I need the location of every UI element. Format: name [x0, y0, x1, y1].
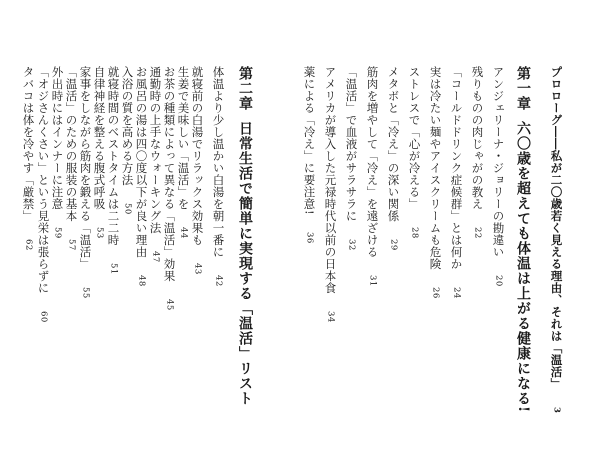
entry-title: ストレスで「心が冷える」 [407, 66, 422, 210]
toc-entry [471, 66, 483, 239]
page-number: 53 [94, 227, 105, 239]
toc-entry [65, 66, 77, 251]
entry-title: 薬による「冷え」に要注意! [302, 66, 317, 216]
entry-title: お茶の種類によって異なる「温活」効果 [162, 66, 177, 282]
toc-entry [429, 66, 441, 299]
entry-title: 筋肉を増やして「冷え」を遠ざける [365, 66, 380, 258]
chapter-1-heading [516, 66, 530, 413]
entry-title: 自律神経を整える腹式呼吸 [92, 66, 107, 210]
page-number: 51 [108, 263, 119, 275]
page-number: 32 [346, 239, 357, 251]
toc-entry [212, 66, 224, 287]
chapter-2-heading [238, 66, 252, 406]
page-number: 3 [551, 407, 562, 414]
page-number: 44 [178, 227, 189, 239]
page-number: 50 [122, 203, 133, 215]
page-number: 36 [304, 232, 315, 244]
toc-entry [51, 66, 63, 239]
toc-entry [107, 66, 119, 275]
page-number: 45 [164, 299, 175, 311]
page-number: 55 [80, 287, 91, 299]
toc-entry [191, 66, 203, 275]
entry-title: 就寝前の白湯でリラックス効果も [190, 66, 205, 246]
page-number: 60 [38, 311, 49, 323]
entry-title: アメリカが導入した元禄時代以前の日本食 [323, 66, 338, 294]
toc-entry [177, 66, 189, 239]
entry-title: メタボと「冷え」の深い関係 [386, 66, 401, 222]
page-number: 48 [136, 275, 147, 287]
toc-entry [345, 66, 357, 251]
entry-title: 「コールドドリンク症候群」とは何か [449, 66, 464, 270]
toc-entry [135, 66, 147, 287]
toc-entry [121, 66, 133, 215]
chapter-2-title: 日常生活で簡単に実現する「温活」リスト [237, 121, 253, 406]
entry-title: 実は冷たい麺やアイスクリームも危険 [428, 66, 443, 270]
toc-entry [450, 66, 462, 299]
entry-title: 「オジさんくさい」という見栄は張らずに [36, 66, 51, 294]
entry-title: タバコは体を冷やす「厳禁」 [21, 66, 36, 222]
prologue-entry [550, 66, 562, 413]
toc-entry [387, 66, 399, 251]
entry-title: 家事をしながら筋肉を鍛える「温活」 [78, 66, 93, 270]
toc-entry [324, 66, 336, 323]
entry-title: 生姜で美味しい「温活」を [176, 66, 191, 210]
page-number: 20 [493, 275, 504, 287]
toc-entry [303, 66, 315, 244]
page-number: 34 [325, 311, 336, 323]
entry-title: 外出時にはインナーに注意 [50, 66, 65, 210]
toc-entry [492, 66, 504, 287]
toc-entry [163, 66, 175, 311]
page-number: 24 [451, 287, 462, 299]
toc-entry [37, 66, 49, 323]
page-number: 43 [192, 263, 203, 275]
entry-title: お風呂の湯は四〇度以下が良い理由 [134, 66, 149, 258]
toc-entry [93, 66, 105, 239]
toc-entry [366, 66, 378, 287]
entry-title: 入浴の質を高める方法 [120, 66, 135, 186]
entry-title: 「温活」で血液がサラサラに [344, 66, 359, 222]
entry-title: アンジェリーナ・ジョリーの勘違い [491, 66, 506, 258]
page-number: 47 [150, 251, 161, 263]
toc-entry [22, 66, 34, 251]
entry-title: 残りものの肉じゃがの教え [470, 66, 485, 210]
page-number: 57 [66, 239, 77, 251]
page-number: 26 [430, 287, 441, 299]
entry-title: 通勤時の上手なウォーキング法 [148, 66, 163, 234]
page-number: 59 [52, 227, 63, 239]
page-number: 29 [388, 239, 399, 251]
page-number: 22 [472, 227, 483, 239]
page-number: 28 [409, 227, 420, 239]
entry-title: 就寝時間のベストタイムは二二時 [106, 66, 121, 246]
entry-title: 「温活」のための服装の基本 [64, 66, 79, 222]
page-number: 31 [367, 275, 378, 287]
chapter-1-label: 第一章 [515, 66, 531, 111]
chapter-1-title: 六〇歳を超えても体温は上がる健康になる! [515, 121, 531, 414]
chapter-2-label: 第二章 [237, 66, 253, 111]
toc-entry [79, 66, 91, 299]
toc-entry [408, 66, 420, 239]
entry-title: 体温より少し温かい白湯を朝一番に [211, 66, 226, 258]
page-number: 42 [213, 275, 224, 287]
toc-entry [149, 66, 161, 263]
page-number: 62 [23, 239, 34, 251]
prologue-title: プロローグ――私が二〇歳若く見える理由、それは「温活」 [549, 66, 564, 390]
